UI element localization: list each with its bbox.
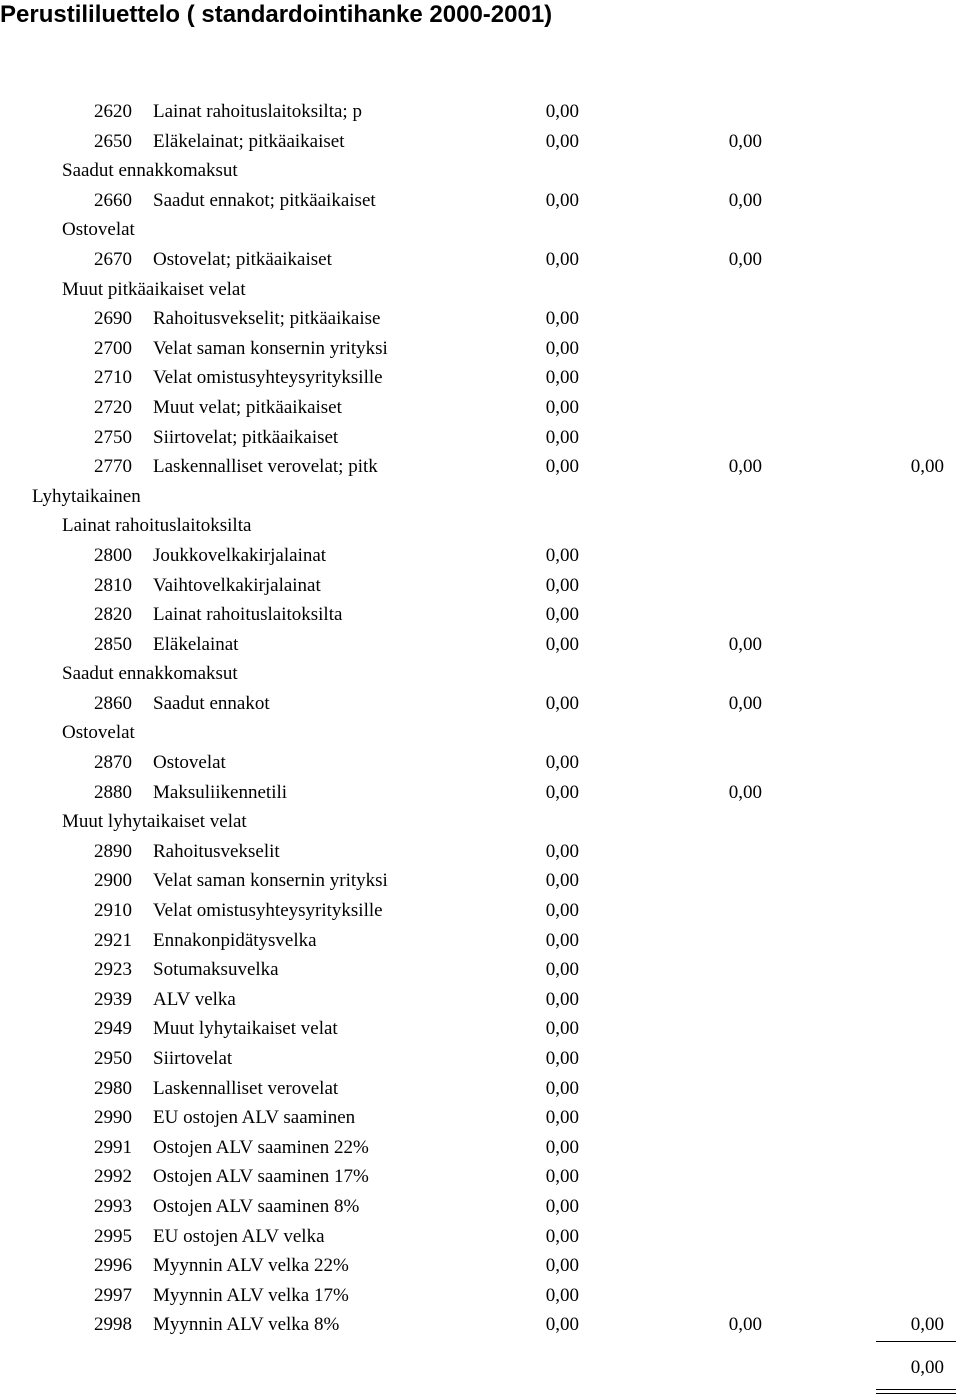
section-heading-label: Ostovelat xyxy=(62,722,135,744)
account-row xyxy=(0,896,960,926)
value-col-1: 0,00 xyxy=(545,1048,579,1069)
account-code: 2800 xyxy=(94,544,132,566)
value-col-1: 0,00 xyxy=(545,248,579,270)
account-name: Saadut ennakot xyxy=(153,692,270,714)
account-code: 2921 xyxy=(94,929,132,951)
account-code: 2991 xyxy=(94,1136,132,1158)
value-col-1: 0,00 xyxy=(545,574,579,596)
section-heading xyxy=(0,807,960,837)
account-row xyxy=(0,1014,960,1044)
account-code: 2997 xyxy=(94,1284,132,1306)
account-code: 2660 xyxy=(94,189,132,211)
account-code: 2770 xyxy=(94,456,132,478)
value-col-2: 0,00 xyxy=(728,248,762,270)
account-row xyxy=(0,1044,960,1074)
total-rule-top xyxy=(876,1341,956,1342)
account-code: 2890 xyxy=(94,840,132,862)
account-row xyxy=(0,452,960,482)
account-row xyxy=(0,186,960,216)
account-code: 2870 xyxy=(94,752,132,774)
account-name: Muut velat; pitkäaikaiset xyxy=(153,396,342,418)
account-name: Velat saman konsernin yrityksi xyxy=(153,337,388,359)
value-col-1: 0,00 xyxy=(545,130,579,152)
account-list xyxy=(0,97,960,1340)
section-heading-label: Muut pitkäaikaiset velat xyxy=(62,278,246,300)
account-code: 2993 xyxy=(94,1195,132,1217)
value-col-2: 0,00 xyxy=(728,1314,762,1336)
account-code: 2939 xyxy=(94,988,132,1010)
account-code: 2910 xyxy=(94,900,132,922)
account-name: Ostojen ALV saaminen 17% xyxy=(153,1166,369,1188)
account-name: Joukkovelkakirjalainat xyxy=(153,544,327,566)
account-row xyxy=(0,689,960,719)
account-name: Maksuliikennetili xyxy=(153,781,288,803)
account-code: 2880 xyxy=(94,781,132,803)
account-row xyxy=(0,1192,960,1222)
account-name: Ostojen ALV saaminen 8% xyxy=(153,1195,360,1217)
account-row xyxy=(0,778,960,808)
account-row xyxy=(0,245,960,275)
account-code: 2620 xyxy=(94,101,132,122)
total-rule-bottom xyxy=(876,1389,956,1390)
grand-total: 0,00 xyxy=(910,1357,944,1378)
account-row xyxy=(0,1103,960,1133)
account-row xyxy=(0,748,960,778)
value-col-1: 0,00 xyxy=(545,396,579,418)
value-col-1: 0,00 xyxy=(545,1136,579,1158)
account-name: Sotumaksuvelka xyxy=(153,959,279,981)
account-name: Ostovelat xyxy=(153,752,226,774)
account-name: Siirtovelat; pitkäaikaiset xyxy=(153,426,339,448)
account-row xyxy=(0,1251,960,1281)
account-row xyxy=(0,985,960,1015)
value-col-2: 0,00 xyxy=(728,633,762,655)
value-col-1: 0,00 xyxy=(545,1195,579,1217)
account-code: 2992 xyxy=(94,1166,132,1188)
value-col-1: 0,00 xyxy=(545,604,579,626)
account-row xyxy=(0,304,960,334)
account-row xyxy=(0,1310,960,1340)
section-heading xyxy=(0,482,960,512)
value-col-1: 0,00 xyxy=(545,426,579,448)
value-col-1: 0,00 xyxy=(545,544,579,566)
section-heading xyxy=(0,659,960,689)
account-row xyxy=(0,423,960,453)
account-row xyxy=(0,1133,960,1163)
account-code: 2923 xyxy=(94,959,132,981)
account-name: Rahoitusvekselit xyxy=(153,840,280,862)
value-col-1: 0,00 xyxy=(545,1225,579,1247)
account-row xyxy=(0,1222,960,1252)
value-col-1: 0,00 xyxy=(545,988,579,1010)
account-code: 2860 xyxy=(94,692,132,714)
account-row xyxy=(0,1074,960,1104)
account-name: Eläkelainat; pitkäaikaiset xyxy=(153,130,345,152)
value-col-1: 0,00 xyxy=(545,900,579,922)
value-col-1: 0,00 xyxy=(545,959,579,981)
account-name: Muut lyhytaikaiset velat xyxy=(153,1018,338,1040)
account-row xyxy=(0,571,960,601)
account-code: 2998 xyxy=(94,1314,132,1336)
section-heading xyxy=(0,275,960,305)
account-name: Ostovelat; pitkäaikaiset xyxy=(153,248,332,270)
value-col-2: 0,00 xyxy=(728,781,762,803)
value-col-1: 0,00 xyxy=(545,367,579,389)
value-col-2: 0,00 xyxy=(728,692,762,714)
account-name: Myynnin ALV velka 8% xyxy=(153,1314,340,1336)
account-row xyxy=(0,127,960,157)
value-col-1: 0,00 xyxy=(545,633,579,655)
account-name: Myynnin ALV velka 22% xyxy=(153,1255,349,1277)
account-code: 2720 xyxy=(94,396,132,418)
account-row xyxy=(0,955,960,985)
value-col-1: 0,00 xyxy=(545,456,579,478)
value-col-1: 0,00 xyxy=(545,1255,579,1277)
account-row xyxy=(0,393,960,423)
value-col-1: 0,00 xyxy=(545,189,579,211)
section-heading xyxy=(0,511,960,541)
value-col-3: 0,00 xyxy=(910,456,944,478)
account-code: 2710 xyxy=(94,367,132,389)
value-col-1: 0,00 xyxy=(545,752,579,774)
section-heading-label: Ostovelat xyxy=(62,219,135,241)
value-col-1: 0,00 xyxy=(545,929,579,951)
section-heading-label: Saadut ennakkomaksut xyxy=(62,160,238,182)
account-row xyxy=(0,630,960,660)
account-row xyxy=(0,1281,960,1311)
section-heading xyxy=(0,215,960,245)
page-title: Perustililuettelo ( standardointihanke 2000-2001) xyxy=(0,1,553,28)
account-name: Rahoitusvekselit; pitkäaikaise xyxy=(153,308,381,330)
account-code: 2900 xyxy=(94,870,132,892)
value-col-1: 0,00 xyxy=(545,781,579,803)
value-col-1: 0,00 xyxy=(545,1018,579,1040)
account-code: 2700 xyxy=(94,337,132,359)
value-col-1: 0,00 xyxy=(545,1107,579,1129)
value-col-3: 0,00 xyxy=(910,1314,944,1336)
account-code: 2690 xyxy=(94,308,132,330)
account-row xyxy=(0,926,960,956)
account-code: 2810 xyxy=(94,574,132,596)
account-name: Laskennalliset verovelat; pitk xyxy=(153,456,378,478)
value-col-1: 0,00 xyxy=(545,692,579,714)
account-name: Lainat rahoituslaitoksilta xyxy=(153,604,343,626)
account-name: Velat omistusyhteysyrityksille xyxy=(153,900,383,922)
account-code: 2820 xyxy=(94,604,132,626)
account-code: 2850 xyxy=(94,633,132,655)
value-col-1: 0,00 xyxy=(545,1314,579,1336)
section-heading-label: Saadut ennakkomaksut xyxy=(62,663,238,685)
value-col-2: 0,00 xyxy=(728,456,762,478)
value-col-1: 0,00 xyxy=(545,308,579,330)
value-col-1: 0,00 xyxy=(545,840,579,862)
value-col-1: 0,00 xyxy=(545,870,579,892)
account-name: EU ostojen ALV velka xyxy=(153,1225,325,1247)
account-name: Vaihtovelkakirjalainat xyxy=(153,574,321,596)
account-name: Saadut ennakot; pitkäaikaiset xyxy=(153,189,376,211)
account-row xyxy=(0,363,960,393)
account-name: Eläkelainat xyxy=(153,633,239,655)
value-col-1: 0,00 xyxy=(545,337,579,359)
account-name: Lainat rahoituslaitoksilta; p xyxy=(153,101,362,122)
account-row xyxy=(0,97,960,127)
account-row xyxy=(0,837,960,867)
account-name: Ennakonpidätysvelka xyxy=(153,929,317,951)
account-code: 2670 xyxy=(94,248,132,270)
section-heading-label: Muut lyhytaikaiset velat xyxy=(62,811,247,833)
account-name: Velat saman konsernin yrityksi xyxy=(153,870,388,892)
value-col-2: 0,00 xyxy=(728,130,762,152)
account-code: 2996 xyxy=(94,1255,132,1277)
account-row xyxy=(0,600,960,630)
account-code: 2650 xyxy=(94,130,132,152)
account-code: 2950 xyxy=(94,1048,132,1069)
account-name: Velat omistusyhteysyrityksille xyxy=(153,367,383,389)
value-col-1: 0,00 xyxy=(545,101,579,122)
total-rule-double xyxy=(876,1393,956,1394)
value-col-1: 0,00 xyxy=(545,1284,579,1306)
account-code: 2995 xyxy=(94,1225,132,1247)
value-col-1: 0,00 xyxy=(545,1166,579,1188)
value-col-2: 0,00 xyxy=(728,189,762,211)
account-code: 2750 xyxy=(94,426,132,448)
account-code: 2949 xyxy=(94,1018,132,1040)
account-name: Ostojen ALV saaminen 22% xyxy=(153,1136,369,1158)
value-col-1: 0,00 xyxy=(545,1077,579,1099)
account-code: 2990 xyxy=(94,1107,132,1129)
section-heading xyxy=(0,718,960,748)
section-heading-label: Lyhytaikainen xyxy=(32,485,141,507)
section-heading xyxy=(0,156,960,186)
account-row xyxy=(0,1162,960,1192)
account-name: Siirtovelat xyxy=(153,1048,233,1069)
account-row xyxy=(0,334,960,364)
account-name: EU ostojen ALV saaminen xyxy=(153,1107,356,1129)
account-name: ALV velka xyxy=(153,988,236,1010)
account-row xyxy=(0,866,960,896)
account-row xyxy=(0,541,960,571)
section-heading-label: Lainat rahoituslaitoksilta xyxy=(62,515,252,537)
account-code: 2980 xyxy=(94,1077,132,1099)
account-name: Myynnin ALV velka 17% xyxy=(153,1284,349,1306)
account-name: Laskennalliset verovelat xyxy=(153,1077,339,1099)
